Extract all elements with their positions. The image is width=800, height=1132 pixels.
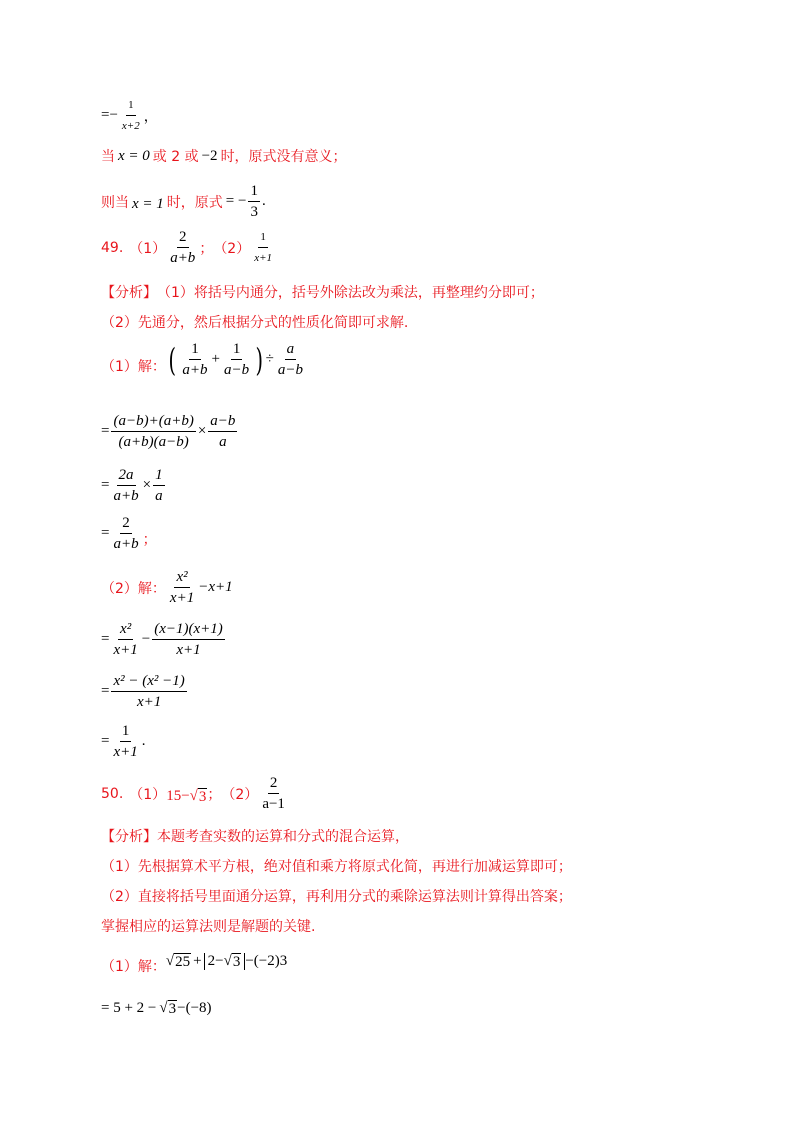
- math-text: 2−: [207, 952, 224, 969]
- sqrt-icon: √: [159, 1000, 168, 1016]
- fraction: [222, 340, 251, 379]
- denominator: x+1: [254, 252, 273, 264]
- numerator: 2: [120, 514, 132, 534]
- denominator: 3: [250, 204, 258, 220]
- sqrt-icon: √: [223, 952, 232, 969]
- equals: =: [101, 525, 110, 541]
- fraction: [180, 340, 209, 379]
- numerator: 1: [126, 96, 136, 116]
- math-text: 15−: [166, 788, 190, 804]
- step-line: [101, 514, 157, 553]
- equals: =: [101, 631, 110, 647]
- numerator: 1: [153, 466, 165, 486]
- denominator: a−b: [224, 362, 250, 378]
- fraction: [111, 620, 139, 659]
- analysis-text: （2）先通分，然后根据分式的性质化简即可求解.: [101, 315, 409, 331]
- text: 或 2 或: [152, 149, 199, 165]
- analysis-line: [101, 282, 544, 302]
- solution-label: （2）解：: [101, 580, 166, 597]
- numerator: 2: [177, 228, 189, 248]
- operator: +: [193, 952, 202, 969]
- numerator: 1: [258, 228, 268, 248]
- sqrt: [159, 1000, 177, 1017]
- denominator: (a+b)(a−b): [118, 434, 189, 450]
- operator: ×: [197, 423, 207, 439]
- result-line: [101, 182, 266, 221]
- numerator: a−b: [208, 412, 237, 432]
- solution-label: （1）解：: [101, 358, 166, 375]
- step-line: [101, 96, 158, 135]
- text: 则当: [101, 194, 129, 211]
- fraction: [153, 466, 165, 505]
- math-text: =−: [101, 107, 118, 123]
- sqrt-icon: √: [189, 788, 198, 804]
- analysis-line: [101, 826, 409, 846]
- part-label: （2）: [213, 240, 251, 257]
- operator: +: [211, 351, 220, 367]
- absolute-value: [204, 953, 246, 970]
- fraction: [248, 182, 260, 221]
- numerator: a: [285, 340, 297, 360]
- sqrt: [224, 953, 242, 970]
- radicand: 25: [175, 953, 191, 970]
- analysis-line: [101, 856, 572, 876]
- numerator: 1: [231, 340, 243, 360]
- math-text: −(−2): [245, 952, 280, 969]
- separator: ；: [207, 786, 222, 803]
- math-text: x = 0: [118, 147, 150, 164]
- math-text: x = 1: [132, 196, 164, 212]
- math-text: −(−8): [177, 1000, 212, 1016]
- analysis-line: [101, 886, 572, 906]
- solution-part2: [101, 568, 233, 607]
- denominator: a: [155, 488, 163, 504]
- numerator: (a−b)+(a+b): [111, 412, 195, 432]
- math-text: = −: [225, 193, 247, 209]
- denominator: x+1: [176, 642, 201, 658]
- fraction: [111, 412, 195, 451]
- analysis-text: 掌握相应的运算法则是解题的关键.: [101, 919, 316, 935]
- fraction: [260, 774, 287, 813]
- fraction: [111, 514, 140, 553]
- denominator: a−1: [262, 796, 285, 812]
- analysis-tag: 【分析】: [101, 285, 157, 301]
- left-paren: (: [168, 340, 176, 379]
- text: 时，原式: [166, 194, 223, 211]
- equals: =: [101, 423, 110, 439]
- denominator: x+1: [113, 744, 138, 760]
- analysis-text: （1）先根据算术平方根，绝对值和乘方将原式化简，再进行加减运算即可；: [101, 859, 572, 875]
- fraction: [111, 466, 140, 505]
- punctuation: .: [141, 733, 146, 749]
- punctuation: ，: [143, 108, 158, 125]
- analysis-line: [101, 312, 408, 332]
- fraction: [152, 620, 225, 659]
- fraction: [276, 340, 305, 379]
- step-line: [101, 466, 167, 505]
- radicand: 3: [198, 789, 207, 805]
- numerator: x²: [118, 620, 133, 640]
- exponent: 3: [279, 952, 288, 969]
- solution-start: [101, 340, 307, 379]
- sqrt: [166, 953, 191, 970]
- analysis-text: （1）将括号内通分，括号外除法改为乘法，再整理约分即可；: [157, 285, 544, 301]
- solution-start: [101, 946, 287, 976]
- analysis-text: 本题考查实数的运算和分式的混合运算，: [157, 829, 409, 845]
- fraction: [120, 96, 142, 135]
- analysis-line: [101, 916, 315, 936]
- right-paren: ): [255, 340, 264, 379]
- numerator: 1: [248, 182, 260, 202]
- numerator: x² − (x² −1): [111, 672, 186, 692]
- punctuation: .: [261, 193, 266, 209]
- math-text: −x+1: [198, 579, 233, 595]
- fraction: [111, 672, 186, 711]
- equals: =: [101, 477, 110, 493]
- denominator: a: [219, 434, 227, 450]
- radicand: 3: [168, 1001, 177, 1017]
- fraction: [208, 412, 237, 451]
- denominator: x+1: [136, 694, 162, 710]
- denominator: a+b: [182, 362, 208, 378]
- math-text: −2: [201, 147, 218, 164]
- numerator: (x−1)(x+1): [152, 620, 225, 640]
- numerator: 2a: [117, 466, 136, 486]
- fraction: [111, 722, 139, 761]
- text: 当: [101, 149, 115, 165]
- denominator: a+b: [170, 250, 196, 266]
- denominator: a−b: [277, 362, 303, 378]
- analysis-tag: 【分析】: [101, 829, 157, 845]
- denominator: x+1: [113, 642, 138, 658]
- step-line: [101, 722, 146, 761]
- part-label: （1）: [129, 240, 167, 257]
- solution-label: （1）解：: [101, 959, 166, 975]
- operator: ×: [142, 477, 152, 493]
- denominator: a+b: [113, 536, 139, 552]
- question-number: 49.: [101, 239, 124, 256]
- numerator: 1: [120, 722, 132, 742]
- sqrt-icon: √: [165, 952, 175, 969]
- numerator: 1: [189, 340, 201, 360]
- operator: −: [141, 631, 151, 647]
- fraction: [168, 568, 196, 607]
- numerator: x²: [174, 568, 189, 588]
- equals: =: [101, 733, 110, 749]
- text: 时，原式没有意义；: [220, 149, 347, 165]
- analysis-text: （2）直接将括号里面通分运算，再利用分式的乘除运算法则计算得出答案；: [101, 889, 572, 905]
- fraction: [168, 228, 197, 267]
- part-label: （2）: [221, 786, 259, 803]
- denominator: x+2: [121, 120, 140, 132]
- denominator: a+b: [113, 488, 139, 504]
- sqrt: [190, 788, 208, 805]
- step-line: [101, 620, 227, 659]
- step-line: [101, 672, 189, 711]
- equals: =: [101, 683, 110, 699]
- radicand: 3: [232, 953, 241, 970]
- math-text: = 5 + 2 −: [101, 1000, 157, 1016]
- operator: ÷: [265, 351, 274, 367]
- answer-50: [101, 774, 289, 813]
- step-line: [101, 412, 239, 451]
- punctuation: ；: [142, 531, 157, 548]
- fraction: [252, 228, 274, 267]
- denominator: x+1: [169, 590, 195, 606]
- numerator: 2: [268, 774, 280, 794]
- answer-49: [101, 228, 276, 267]
- separator: ；: [199, 240, 214, 257]
- part-label: （1）: [129, 786, 167, 803]
- question-number: 50.: [101, 785, 124, 802]
- step-line: [101, 1000, 212, 1017]
- condition-line: [101, 146, 347, 166]
